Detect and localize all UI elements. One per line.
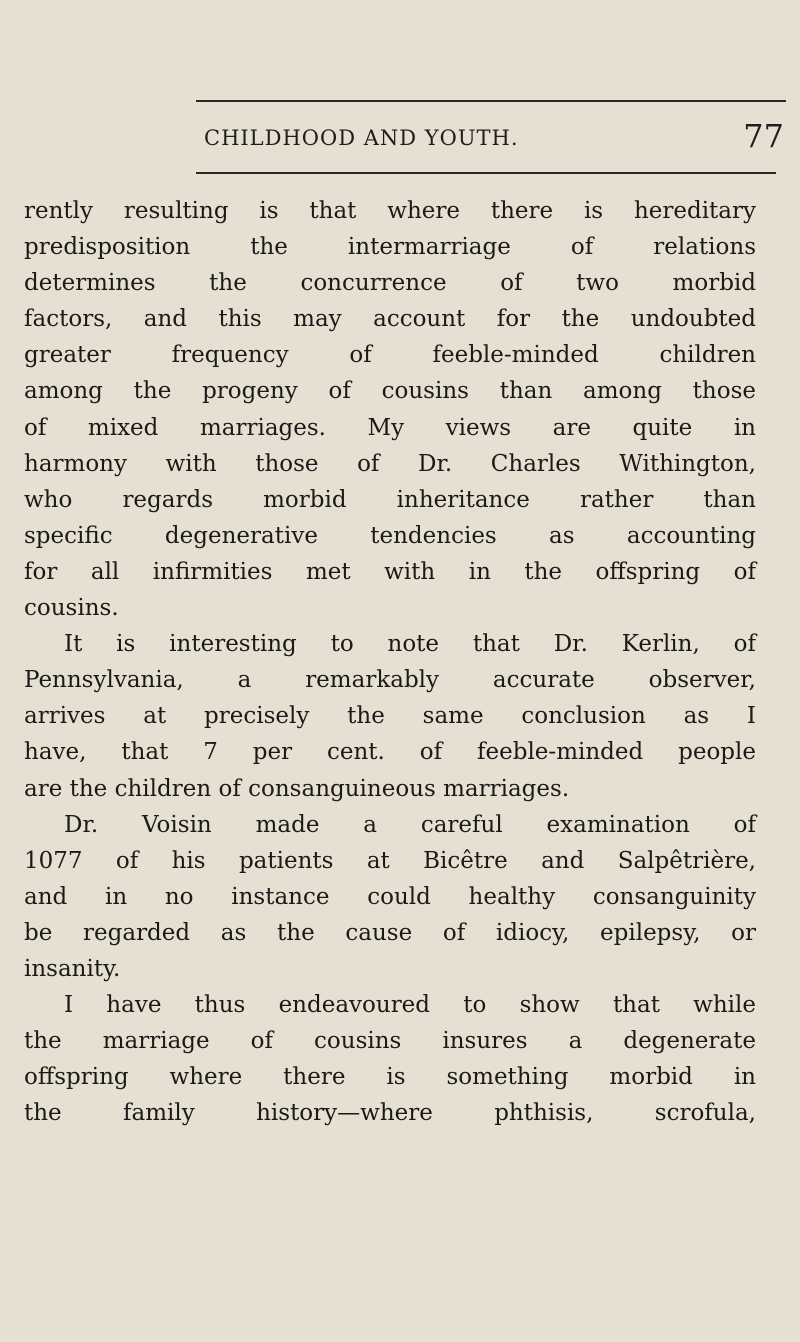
text-line: of mixed marriages. My views are quite in xyxy=(24,414,756,441)
header-rule-bottom xyxy=(196,172,776,174)
text-line: predisposition the intermarriage of relations xyxy=(24,234,756,261)
paragraph-end-line: are the children of consanguineous marriages. xyxy=(24,775,570,802)
paragraph-end-line: cousins. xyxy=(24,595,119,622)
paragraph-start-line: Dr. Voisin made a careful examination of xyxy=(64,811,756,838)
paragraph-start-line: It is interesting to note that Dr. Kerlin, of xyxy=(64,631,756,658)
paragraph-end-line: insanity. xyxy=(24,955,121,982)
text-line: have, that 7 per cent. of feeble-minded people xyxy=(24,739,756,766)
text-line: among the progeny of cousins than among those xyxy=(24,378,756,405)
text-line: harmony with those of Dr. Charles Withington, xyxy=(24,450,756,477)
text-line: be regarded as the cause of idiocy, epilepsy, or xyxy=(24,919,756,946)
text-line: factors, and this may account for the undoubted xyxy=(24,306,756,333)
text-line: determines the concurrence of two morbid xyxy=(24,270,756,297)
text-line: Pennsylvania, a remarkably accurate observer, xyxy=(24,667,756,694)
text-line: and in no instance could healthy consanguinity xyxy=(24,883,756,910)
text-line: the family history—where phthisis, scrofula, xyxy=(24,1100,756,1127)
text-line: offspring where there is something morbid in xyxy=(24,1064,756,1091)
paragraph-start-line: I have thus endeavoured to show that while xyxy=(64,992,756,1019)
text-line: greater frequency of feeble-minded children xyxy=(24,342,756,369)
text-line: who regards morbid inheritance rather than xyxy=(24,486,756,513)
text-line: rently resulting is that where there is hereditary xyxy=(24,198,756,224)
text-line: arrives at precisely the same conclusion as I xyxy=(24,703,756,730)
text-line: specific degenerative tendencies as accounting xyxy=(24,522,756,549)
page-number: 77 xyxy=(743,117,784,155)
header-rule-top xyxy=(196,100,786,102)
page-header xyxy=(196,118,786,158)
text-line: the marriage of cousins insures a degenerate xyxy=(24,1028,756,1055)
body-text xyxy=(24,193,756,1131)
text-line: 1077 of his patients at Bicêtre and Salpêtrière, xyxy=(24,847,756,874)
text-line: for all infirmities met with in the offspring of xyxy=(24,558,756,585)
running-head: CHILDHOOD AND YOUTH. xyxy=(204,126,519,150)
